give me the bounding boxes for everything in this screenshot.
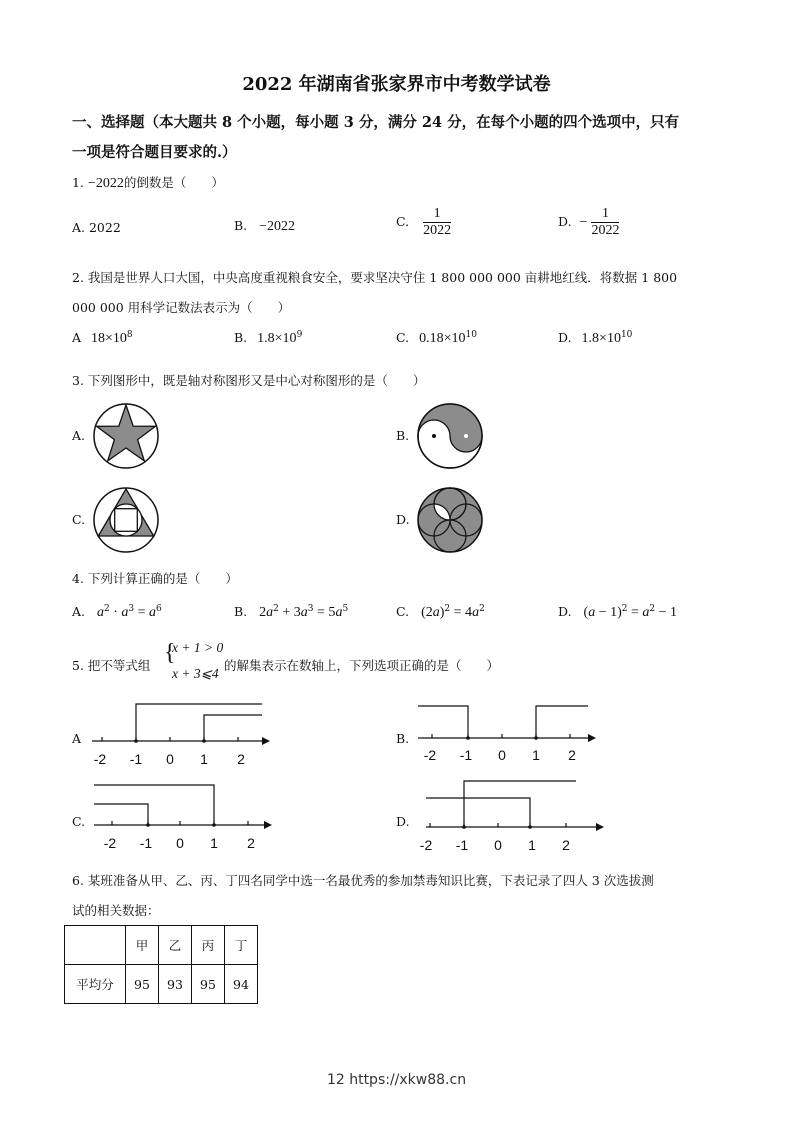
number-line-d [420, 774, 604, 854]
question-6-line2: 试的相关数据： [72, 903, 160, 918]
q5-option-a-label: A [72, 731, 82, 746]
q2-option-c [396, 330, 477, 347]
q3-option-d-label: D. [396, 512, 410, 527]
table-cell: 丙 [192, 926, 225, 965]
q2-c-exp: 10 [465, 330, 477, 340]
q1-c-numerator: 1 [423, 206, 451, 223]
q5-option-b-label: B. [396, 731, 410, 746]
star-in-circle-figure [92, 402, 160, 470]
q5-option-c-label: C. [72, 814, 86, 829]
number-line-b [412, 698, 596, 770]
q5-stem-rest: 的解集表示在数轴上，下列选项正确的是（ ） [224, 658, 500, 673]
q1-option-c-label: C. [396, 214, 410, 230]
question-6-line1: 6. 某班准备从甲、乙、丙、丁四名同学中选一名最优秀的参加禁毒知识比赛，下表记录了四人 3 次选拔测 [72, 873, 654, 888]
score-table [64, 925, 258, 1004]
q2-option-d [558, 330, 632, 347]
tick-label: 2 [562, 837, 570, 853]
q2-c-base: 0.18×10 [419, 331, 466, 347]
q2-option-b [234, 330, 302, 347]
number-line-a [86, 698, 270, 770]
page-title: 2022 年湖南省张家界市中考数学试卷 [242, 74, 551, 95]
q2-c-label: C. [396, 330, 410, 346]
q1-d-numerator: 1 [591, 206, 619, 223]
tick-label: -1 [129, 751, 143, 767]
q1-number: 1. [72, 175, 84, 190]
q4-option-b: B. $2a^2 + 3a^3 = 5a^5$ [234, 604, 349, 621]
q3-option-b-label: B. [396, 428, 410, 443]
q3-option-c-label: C. [72, 512, 86, 527]
question-4-stem: 4. 下列计算正确的是（ ） [72, 571, 238, 586]
tick-label: -1 [139, 835, 153, 851]
q1-option-d [558, 206, 619, 239]
number-line-c [88, 780, 272, 852]
four-petal-figure [416, 486, 484, 554]
q4-c-label: C. [396, 604, 410, 620]
tick-label: 0 [498, 747, 506, 763]
tick-label: 2 [237, 751, 245, 767]
q2-b-label: B. [234, 330, 248, 346]
tick-label: -1 [455, 837, 469, 853]
q5-inequality-1: x + 1 > 0 [172, 640, 224, 655]
q1-option-b [234, 218, 295, 235]
table-row [65, 965, 258, 1004]
q1-option-a: A. 2022 [72, 220, 121, 235]
question-3-stem: 3. 下列图形中，既是轴对称图形又是中心对称图形的是（ ） [72, 373, 426, 388]
q4-a-label: A. [72, 604, 86, 620]
tick-label: 0 [166, 751, 174, 767]
question-2-line2: 000 000 用科学记数法表示为（ ） [72, 300, 291, 315]
q2-d-exp: 10 [620, 330, 633, 340]
q4-option-c: C. $(2a)^2 = 4a^2$ [396, 604, 485, 621]
q4-option-a: A. $a^2 \cdot a^3 = a^6$ [72, 604, 162, 621]
q1-d-sign: − [579, 214, 588, 230]
q2-b-base: 1.8×10 [257, 331, 297, 347]
q1-option-b-value: −2022 [259, 219, 296, 234]
q4-option-d: D. $(a - 1)^2 = a^2 - 1$ [558, 604, 678, 621]
tick-label: 1 [210, 835, 218, 851]
q1-d-denominator: 2022 [591, 223, 620, 239]
q1-option-b-label: B. [234, 218, 248, 233]
table-cell: 94 [225, 965, 258, 1004]
q1-option-d-label: D. [558, 214, 572, 230]
tick-label: 1 [532, 747, 540, 763]
q5-brace: { [164, 640, 176, 666]
table-cell [65, 926, 126, 965]
q4-b-label: B. [234, 604, 248, 620]
q5-stem-number: 5. 把不等式组 [72, 658, 151, 673]
q2-a-base: 18×10 [91, 331, 127, 347]
table-cell: 93 [159, 965, 192, 1004]
table-cell: 95 [192, 965, 225, 1004]
q5-option-d-label: D. [396, 814, 410, 829]
tick-label: 1 [200, 751, 208, 767]
q1-option-c-fraction [423, 206, 451, 239]
q2-a-label: A [72, 330, 82, 346]
q3-option-a-label: A. [72, 428, 86, 443]
table-header-row [65, 926, 258, 965]
q2-option-a [72, 330, 133, 347]
tick-label: -2 [423, 747, 437, 763]
q2-b-exp: 9 [296, 330, 303, 340]
q5-inequality-2: x + 3⩽4 [172, 666, 219, 681]
table-cell: 甲 [126, 926, 159, 965]
q1-text: 的倒数是（ ） [123, 175, 224, 190]
page-footer: 12 https://xkw88.cn [326, 1072, 467, 1088]
section-heading-line1: 一、选择题（本大题共 8 个小题，每小题 3 分，满分 24 分，在每个小题的四个选项中，只有 [72, 114, 680, 131]
question-2-line1: 2. 我国是世界人口大国，中央高度重视粮食安全，要求坚决守住 1 800 000 000 亩耕地红线．将数据 1 800 [72, 270, 678, 285]
q1-option-c [396, 206, 451, 239]
q4-d-label: D. [558, 604, 572, 620]
tick-label: -2 [420, 837, 433, 853]
tick-label: -1 [459, 747, 473, 763]
tick-label: 0 [176, 835, 184, 851]
q2-a-exp: 8 [126, 330, 133, 340]
tick-label: -2 [103, 835, 117, 851]
question-1-stem [72, 173, 224, 192]
q1-c-denominator: 2022 [423, 223, 452, 239]
table-cell: 乙 [159, 926, 192, 965]
yin-yang-figure [416, 402, 484, 470]
tick-label: 1 [528, 837, 536, 853]
tick-label: 0 [494, 837, 502, 853]
tick-label: -2 [93, 751, 107, 767]
q1-expression: −2022 [87, 176, 124, 191]
q2-d-label: D. [558, 330, 572, 346]
table-cell: 丁 [225, 926, 258, 965]
tick-label: 2 [247, 835, 255, 851]
triangle-square-figure [92, 486, 160, 554]
table-cell: 95 [126, 965, 159, 1004]
q2-d-base: 1.8×10 [581, 331, 621, 347]
q1-option-d-fraction [591, 206, 619, 239]
section-heading-line2: 一项是符合题目要求的.） [72, 144, 237, 161]
table-cell: 平均分 [65, 965, 126, 1004]
tick-label: 2 [568, 747, 576, 763]
